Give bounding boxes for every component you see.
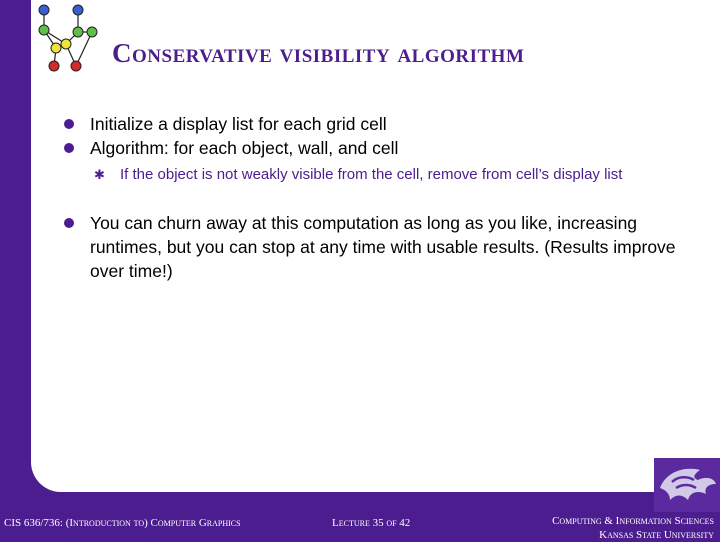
bullet-item bbox=[62, 211, 692, 283]
asterisk-bullet-icon: ✱ bbox=[94, 167, 105, 182]
bullet-dot-icon bbox=[64, 143, 74, 153]
bullet-dot-icon bbox=[64, 119, 74, 129]
footer-dept-line: Computing & Information Sciences bbox=[552, 515, 714, 527]
footer-department bbox=[470, 514, 714, 542]
footer-course: CIS 636/736: (Introduction to) Computer Graphics bbox=[4, 517, 241, 529]
footer-university-line: Kansas State University bbox=[599, 529, 714, 541]
graph-logo-icon bbox=[30, 2, 102, 74]
footer-lecture: Lecture 35 of 42 bbox=[332, 517, 411, 529]
slide-title: Conservative visibility algorithm bbox=[112, 38, 525, 68]
bullet-dot-icon bbox=[64, 218, 74, 228]
bullet-item bbox=[62, 136, 692, 160]
bullet-list bbox=[62, 112, 692, 283]
bullet-text: You can churn away at this computation as long as you like, increasing runtimes, but you can stop at any time with usable results. (Results improve over time!) bbox=[90, 213, 676, 281]
sub-bullet-text: If the object is not weakly visible from the cell, remove from cell’s display list bbox=[120, 166, 623, 183]
bullet-item bbox=[62, 112, 692, 136]
sub-bullet-item bbox=[62, 164, 692, 185]
bullet-text: Initialize a display list for each grid cell bbox=[90, 114, 387, 134]
bullet-text: Algorithm: for each object, wall, and cell bbox=[90, 138, 399, 158]
ksu-wildcat-logo-icon bbox=[654, 458, 720, 512]
